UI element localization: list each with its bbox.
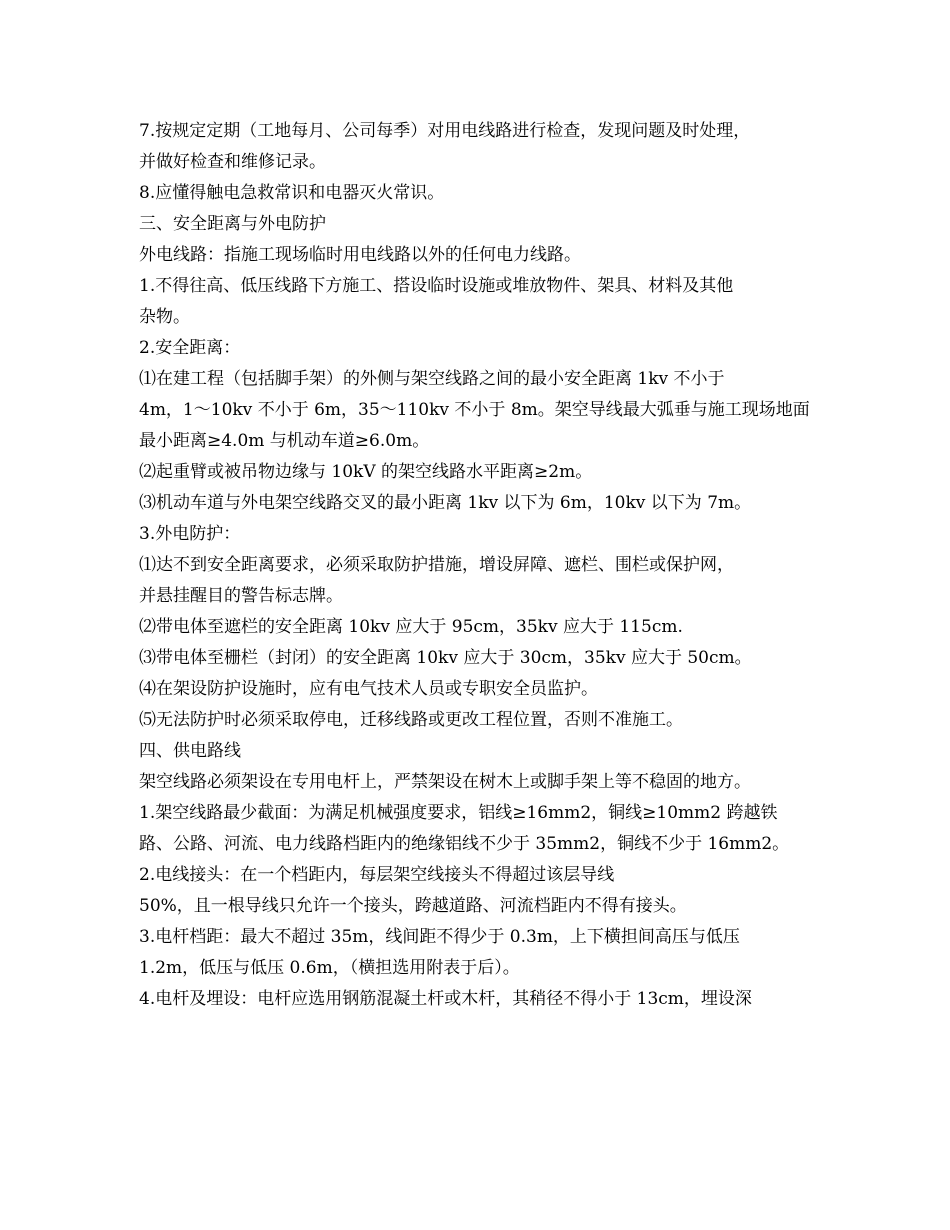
text-line: 并悬挂醒目的警告标志牌。 <box>139 586 343 606</box>
text-line: 架空线路必须架设在专用电杆上，严禁架设在树木上或脚手架上等不稳固的地方。 <box>139 772 751 792</box>
text-line: ⑵带电体至遮栏的安全距离 10kv 应大于 95cm，35kv 应大于 115cm. <box>139 617 683 637</box>
text-line: ⑷在架设防护设施时，应有电气技术人员或专职安全员监护。 <box>139 679 598 699</box>
text-line: ⑸无法防护时必须采取停电，迁移线路或更改工程位置，否则不准施工。 <box>139 710 683 730</box>
text-line: 1.架空线路最少截面：为满足机械强度要求，铝线≥16mm2，铜线≥10mm2 跨越铁 <box>139 803 778 823</box>
text-line: 7.按规定定期（工地每月、公司每季）对用电线路进行检查，发现问题及时处理， <box>139 121 751 141</box>
text-line: 1.不得往高、低压线路下方施工、搭设临时设施或堆放物件、架具、材料及其他 <box>139 276 734 296</box>
text-line: 3.电杆档距：最大不超过 35m，线间距不得少于 0.3m，上下横担间高压与低压 <box>139 927 740 947</box>
text-line: ⑴达不到安全距离要求，必须采取防护措施，增设屏障、遮栏、围栏或保护网， <box>139 555 734 575</box>
text-line: 2.电线接头：在一个档距内，每层架空线接头不得超过该层导线 <box>139 865 615 885</box>
text-line: ⑵起重臂或被吊物边缘与 10kV 的架空线路水平距离≥2m。 <box>139 462 593 482</box>
text-line: 杂物。 <box>139 307 190 327</box>
text-line: 4m，1～10kv 不小于 6m，35～110kv 不小于 8m。架空导线最大弧垂与施工现场地面 <box>139 400 810 420</box>
section-heading: 四、供电路线 <box>139 741 241 761</box>
text-line: 最小距离≥4.0m 与机动车道≥6.0m。 <box>139 431 430 451</box>
text-line: ⑴在建工程（包括脚手架）的外侧与架空线路之间的最小安全距离 1kv 不小于 <box>139 369 725 389</box>
text-line: 8.应懂得触电急救常识和电器灭火常识。 <box>139 183 445 203</box>
text-line: 路、公路、河流、电力线路档距内的绝缘铝线不少于 35mm2，铜线不少于 16mm2。 <box>139 834 790 854</box>
text-line: 并做好检查和维修记录。 <box>139 152 326 172</box>
text-line: 4.电杆及埋设：电杆应选用钢筋混凝土杆或木杆，其稍径不得小于 13cm，埋设深 <box>139 989 752 1009</box>
text-line: 外电线路：指施工现场临时用电线路以外的任何电力线路。 <box>139 245 581 265</box>
text-line: 3.外电防护： <box>139 524 241 544</box>
text-line: ⑶机动车道与外电架空线路交叉的最小距离 1kv 以下为 6m，10kv 以下为 7m。 <box>139 493 752 513</box>
text-line: 50%，且一根导线只允许一个接头，跨越道路、河流档距内不得有接头。 <box>139 896 687 916</box>
text-line: ⑶带电体至栅栏（封闭）的安全距离 10kv 应大于 30cm，35kv 应大于 50cm。 <box>139 648 752 668</box>
text-line: 1.2m，低压与低压 0.6m，（横担选用附表于后）。 <box>139 958 520 978</box>
document-body <box>139 116 839 1015</box>
section-heading: 三、安全距离与外电防护 <box>139 214 326 234</box>
text-line: 2.安全距离： <box>139 338 241 358</box>
